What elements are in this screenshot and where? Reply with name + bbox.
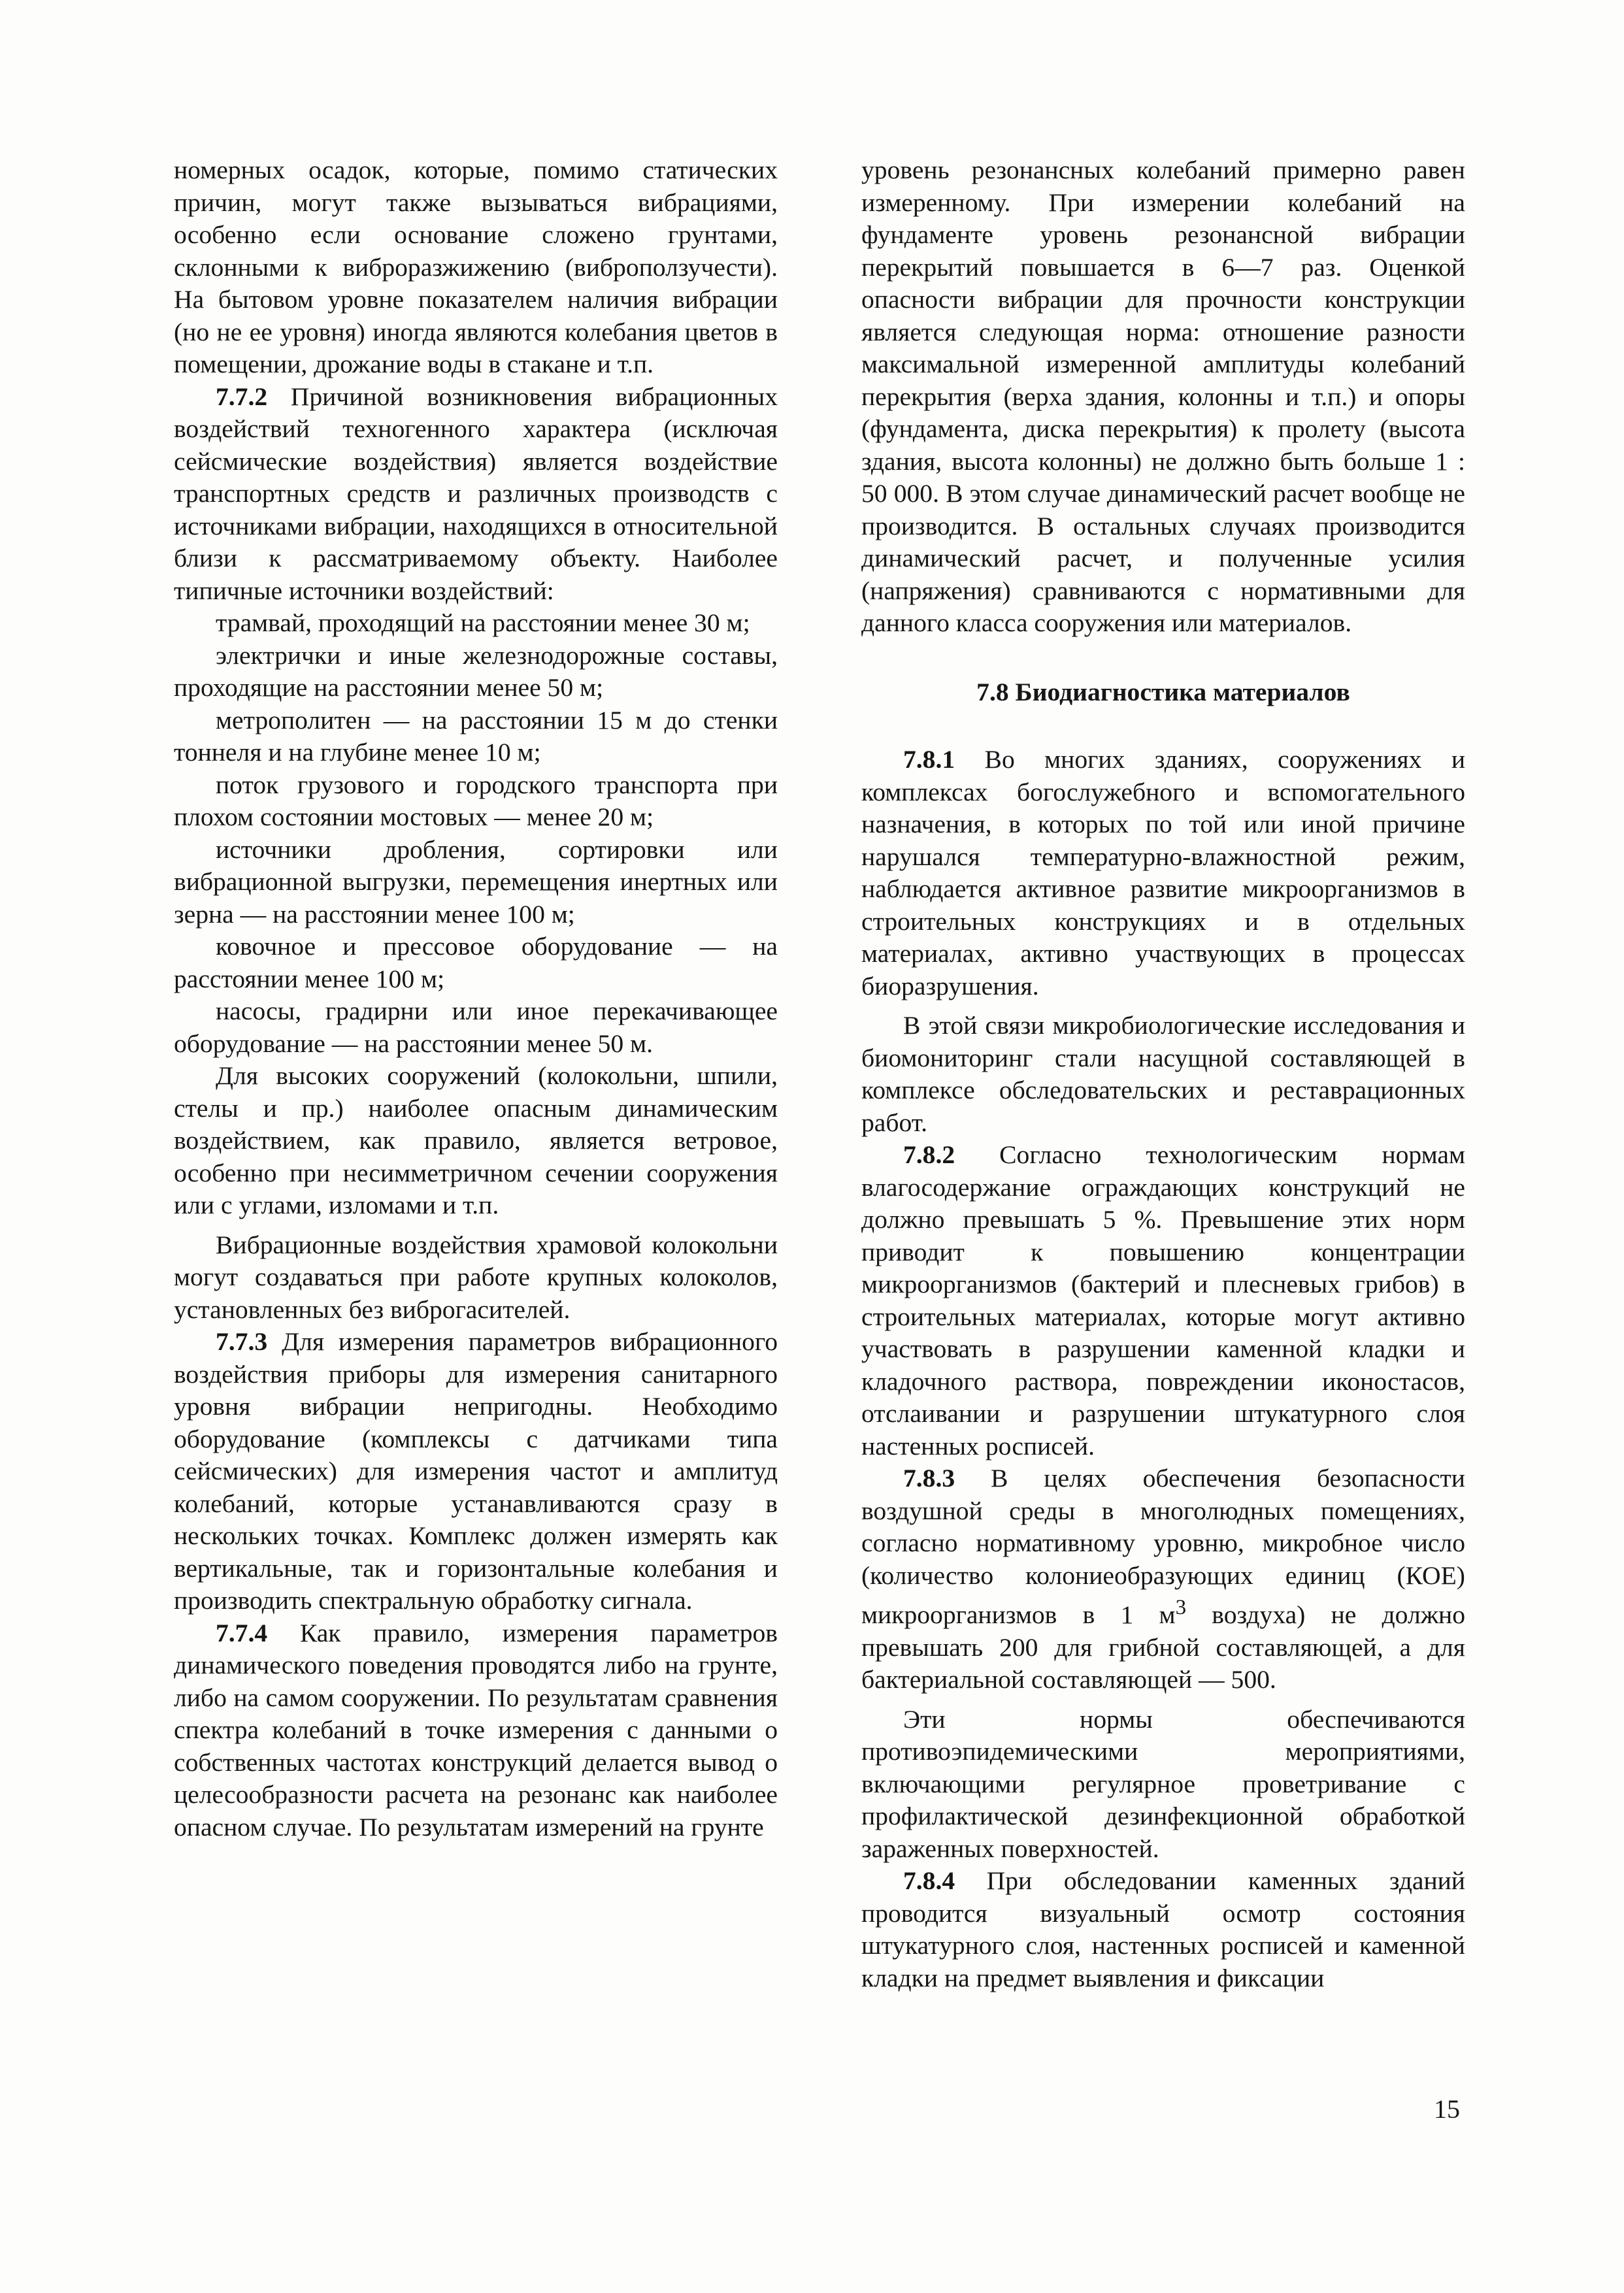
- section-number: 7.7.2: [216, 382, 268, 411]
- list-item: насосы, градирни или иное перекачивающее оборудование — на расстоянии менее 50 м.: [174, 997, 778, 1058]
- section-number: 7.8.4: [903, 1866, 955, 1896]
- section-7-7-2: [174, 381, 778, 608]
- list-item: поток грузового и городского транспорта при плохом состоянии мостовых — менее 20 м;: [174, 770, 778, 831]
- section-number: 7.8.3: [903, 1464, 955, 1493]
- paragraph: В этой связи микробиологические исследования и биомониторинг стали насущной составляющей в комплексе обследовательских и реставрационных работ.: [861, 1011, 1465, 1137]
- paragraph-text: Причиной возникновения вибрационных воздействий техногенного характера (исключая сейсмические воздействия) является воздействие транспортных средств и различных производств с источниками вибрации, находящихся в относительной близи к рассматриваемому объекту. Наиболее типичные источники воздействий:: [174, 382, 778, 605]
- paragraph-text: Во многих зданиях, сооружениях и комплексах богослужебного и вспомогательного назначения, в которых по той или иной причине нарушался температурно-влажностной режим, наблюдается активное развитие микроорганизмов в строительных конструкциях и в отдельных материалах, активно участвующих в процессах биоразрушения.: [861, 745, 1465, 1000]
- section-7-7-3: [174, 1326, 778, 1617]
- section-7-8-1: [861, 744, 1465, 1002]
- page-number: 15: [1434, 2094, 1460, 2124]
- superscript: 3: [1175, 1596, 1187, 1619]
- left-column: [174, 154, 778, 1843]
- paragraph-text: Как правило, измерения параметров динамического поведения проводятся либо на грунте, либо на самом сооружении. По результатам сравнения спектра колебаний в точке измерения с данными о собственных частотах конструкций делается вывод о целесообразности расчета на резонанс как наиболее опасном случае. По результатам измерений на грунте: [174, 1618, 778, 1841]
- list-item: метрополитен — на расстоянии 15 м до стенки тоннеля и на глубине менее 10 м;: [174, 705, 778, 767]
- section-number: 7.7.4: [216, 1618, 268, 1647]
- section-heading: 7.8 Биодиагностика материалов: [976, 677, 1350, 706]
- paragraph-text: В целях обеспечения безопасности воздушной среды в многолюдных помещениях, согласно нормативному уровню, микробное число (количество колониеобразующих единиц (КОЕ) микроорганизмов в 1 м: [861, 1464, 1465, 1630]
- paragraph: Для высоких сооружений (колокольни, шпили, стелы и пр.) наиболее опасным динамическим воздействием, как правило, является ветровое, особенно при несимметричном сечении сооружения или с углами, изломами и т.п.: [174, 1061, 778, 1219]
- section-7-7-4: [174, 1617, 778, 1844]
- right-column: [861, 154, 1465, 1994]
- section-number: 7.7.3: [216, 1327, 268, 1356]
- section-7-8-3: [861, 1462, 1465, 1696]
- paragraph: уровень резонансных колебаний примерно равен измеренному. При измерении колебаний на фундаменте уровень резонансной вибрации перекрытий повышается в 6—7 раз. Оценкой опасности вибрации для прочности конструкции является следующая норма: отношение разности максимальной измеренной амплитуды колебаний перекрытия (верха здания, колонны и т.п.) и опоры (фундамента, диска перекрытия) к пролету (высота здания, высота колонны) не должно быть больше 1 : 50 000. В этом случае динамический расчет вообще не производится. В остальных случаях производится динамический расчет, и полученные усилия (напряжения) сравниваются с нормативными для данного класса сооружения или материалов.: [861, 156, 1465, 637]
- list-item: источники дробления, сортировки или вибрационной выгрузки, перемещения инертных или зерна — на расстоянии менее 100 м;: [174, 834, 778, 929]
- list-item: трамвай, проходящий на расстоянии менее 30 м;: [216, 608, 750, 637]
- paragraph: номерных осадок, которые, помимо статических причин, могут также вызываться вибрациями, особенно если основание сложено грунтами, склонными к виброразжижению (виброползучести). На бытовом уровне показателем наличия вибрации (но не ее уровня) иногда являются колебания цветов в помещении, дрожание воды в стакане и т.п.: [174, 156, 778, 378]
- paragraph-text: При обследовании каменных зданий проводится визуальный осмотр состояния штукатурного слоя, настенных росписей и каменной кладки на предмет выявления и фиксации: [861, 1866, 1465, 1992]
- paragraph-text: воздуха) не должно превышать 200 для грибной составляющей, а для бактериальной составляющей — 500.: [861, 1600, 1466, 1694]
- paragraph: Вибрационные воздействия храмовой колокольни могут создаваться при работе крупных колоколов, установленных без виброгасителей.: [174, 1230, 778, 1324]
- section-7-8-2: [861, 1139, 1465, 1462]
- list-item: ковочное и прессовое оборудование — на расстоянии менее 100 м;: [174, 932, 778, 993]
- section-number: 7.8.2: [903, 1140, 955, 1169]
- paragraph-text: Согласно технологическим нормам влагосодержание ограждающих конструкций не должно превышать 5 %. Превышение этих норм приводит к повышению концентрации микроорганизмов (бактерий и плесневых грибов) в строительных материалах, которые могут активно участвовать в разрушении каменной кладки и кладочного раствора, повреждении иконостасов, отслаивании и разрушении штукатурного слоя настенных росписей.: [861, 1140, 1465, 1460]
- paragraph: Эти нормы обеспечиваются противоэпидемическими мероприятиями, включающими регулярное проветривание с профилактической дезинфекционной обработкой зараженных поверхностей.: [861, 1704, 1465, 1863]
- paragraph-text: Для измерения параметров вибрационного воздействия приборы для измерения санитарного уровня вибрации непригодны. Необходимо оборудование (комплексы с датчиками типа сейсмических) для измерения частот и амплитуд колебаний, которые устанавливаются сразу в нескольких точках. Комплекс должен измерять как вертикальные, так и горизонтальные колебания и производить спектральную обработку сигнала.: [174, 1327, 778, 1615]
- section-number: 7.8.1: [903, 745, 955, 774]
- list-item: электрички и иные железнодорожные составы, проходящие на расстоянии менее 50 м;: [174, 640, 778, 702]
- section-7-8-4: [861, 1865, 1465, 1994]
